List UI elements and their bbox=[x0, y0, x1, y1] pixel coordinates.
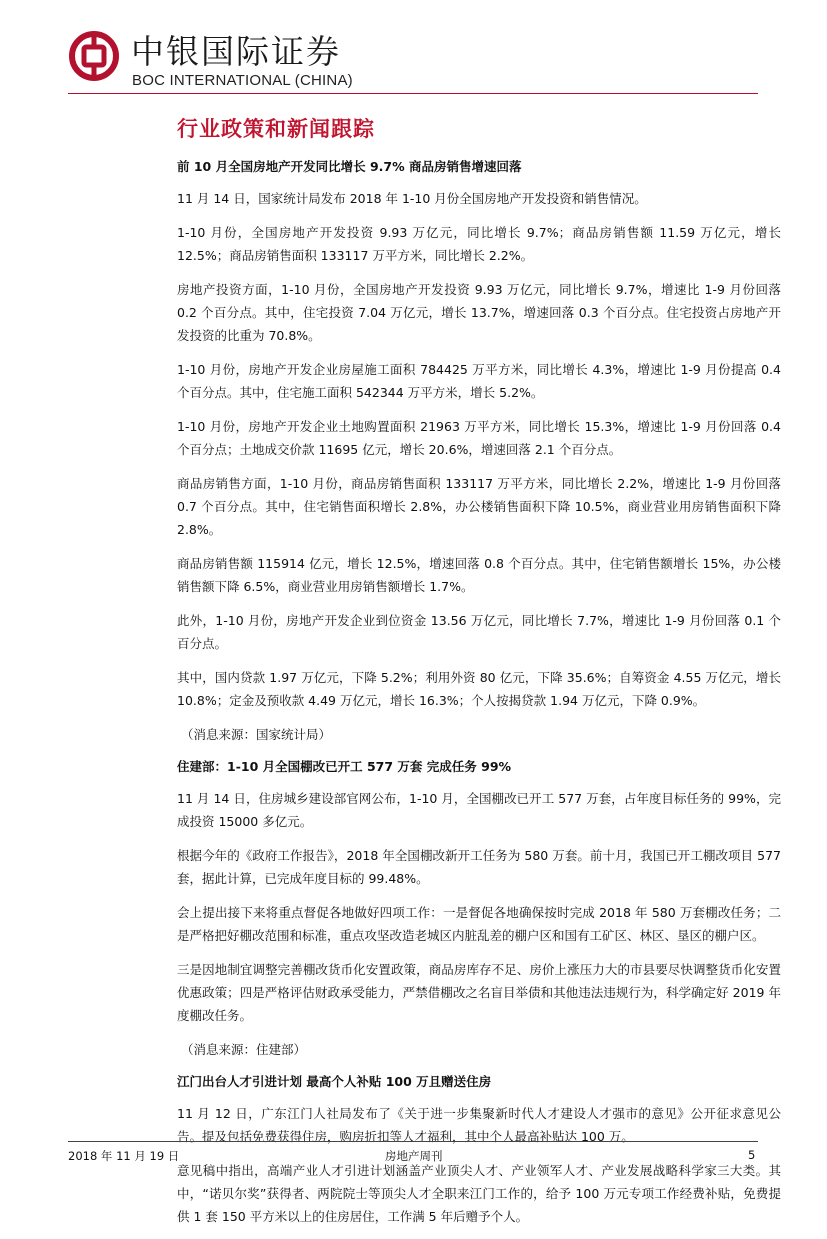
article-paragraph: 11 月 14 日，住房城乡建设部官网公布，1-10 月，全国棚改已开工 577 万套，占年度目标任务的 99%，完成投资 15000 多亿元。 bbox=[177, 791, 781, 829]
brand-name-cn: 中银国际证券 bbox=[131, 32, 341, 71]
section-title: 行业政策和新闻跟踪 bbox=[177, 117, 375, 141]
article-headline: 江门出台人才引进计划 最高个人补贴 100 万且赠送住房 bbox=[177, 1074, 492, 1089]
article-paragraph: 根据今年的《政府工作报告》，2018 年全国棚改新开工任务为 580 万套。前十月，我国已开工棚改项目 577 套，据此计算，已完成年度目标的 99.48%。 bbox=[177, 848, 781, 886]
article-paragraph: 此外，1-10 月份，房地产开发企业到位资金 13.56 万亿元，同比增长 7.7%，增速比 1-9 月份回落 0.1 个百分点。 bbox=[177, 613, 781, 651]
article-paragraph: 房地产投资方面，1-10 月份，全国房地产开发投资 9.93 万亿元，同比增长 9.7%，增速比 1-9 月份回落 0.2 个百分点。其中，住宅投资 7.04 万亿元，增长 13.7%，增速回落 0.3 个百分点。住宅投资占房地产开发投资的比重为 70.8%。 bbox=[177, 282, 781, 343]
footer-date: 2018 年 11 月 19 日 bbox=[68, 1149, 180, 1163]
news-content bbox=[177, 157, 781, 1239]
article-source: （消息来源：国家统计局） bbox=[181, 727, 332, 742]
article-paragraph: 1-10 月份，房地产开发企业房屋施工面积 784425 万平方米，同比增长 4.3%，增速比 1-9 月份提高 0.4 个百分点。其中，住宅施工面积 542344 万平方米，增长 5.2%。 bbox=[177, 362, 781, 400]
brand-name-en: BOC INTERNATIONAL (CHINA) bbox=[132, 72, 353, 89]
page-number: 5 bbox=[748, 1148, 756, 1162]
article-paragraph: 意见稿中指出，高端产业人才引进计划涵盖产业顶尖人才、产业领军人才、产业发展战略科学家三大类。其中，“诺贝尔奖”获得者、两院院士等顶尖人才全职来江门工作的，给予 100 万元专项工作经费补贴，免费提供 1 套 150 平方米以上的住房居住，工作满 5 年后赠予个人。 bbox=[177, 1163, 781, 1224]
article-paragraph: 11 月 12 日，广东江门人社局发布了《关于进一步集聚新时代人才建设人才强市的意见》公开征求意见公告。提及包括免费获得住房，购房折扣等人才福利，其中个人最高补贴达 100 万。 bbox=[177, 1106, 781, 1144]
article-headline: 前 10 月全国房地产开发同比增长 9.7% 商品房销售增速回落 bbox=[177, 159, 522, 174]
article-paragraph: 商品房销售额 115914 亿元，增长 12.5%，增速回落 0.8 个百分点。其中，住宅销售额增长 15%，办公楼销售额下降 6.5%，商业营业用房销售额增长 1.7%。 bbox=[177, 556, 781, 594]
article-source: （消息来源：住建部） bbox=[181, 1042, 307, 1057]
article-paragraph: 其中，国内贷款 1.97 万亿元，下降 5.2%；利用外资 80 亿元，下降 35.6%；自筹资金 4.55 万亿元，增长 10.8%；定金及预收款 4.49 万亿元，增长 16.3%；个人按揭贷款 1.94 万亿元，下降 0.9%。 bbox=[177, 670, 781, 708]
article-paragraph: 三是因地制宜调整完善棚改货币化安置政策，商品房库存不足、房价上涨压力大的市县要尽快调整货币化安置优惠政策；四是严格评估财政承受能力，严禁借棚改之名盲目举债和其他违法违规行为，科学确定好 2019 年度棚改任务。 bbox=[177, 962, 781, 1023]
header-divider bbox=[68, 93, 758, 94]
footer-publication-title: 房地产周刊 bbox=[385, 1149, 443, 1163]
article-paragraph: 商品房销售方面，1-10 月份，商品房销售面积 133117 万平方米，同比增长 2.2%，增速比 1-9 月份回落 0.7 个百分点。其中，住宅销售面积增长 2.8%，办公楼销售面积下降 10.5%，商业营业用房销售面积下降 2.8%。 bbox=[177, 476, 781, 537]
header bbox=[68, 30, 758, 92]
boc-logo-icon bbox=[68, 30, 120, 82]
article-headline: 住建部：1-10 月全国棚改已开工 577 万套 完成任务 99% bbox=[177, 759, 512, 774]
article-paragraph: 1-10 月份，全国房地产开发投资 9.93 万亿元，同比增长 9.7%；商品房销售额 11.59 万亿元，增长 12.5%；商品房销售面积 133117 万平方米，同比增长 2.2%。 bbox=[177, 225, 781, 263]
footer-divider bbox=[68, 1141, 758, 1142]
article-paragraph: 会上提出接下来将重点督促各地做好四项工作：一是督促各地确保按时完成 2018 年 580 万套棚改任务；二是严格把好棚改范围和标准，重点攻坚改造老城区内脏乱差的棚户区和国有工矿区、林区、垦区的棚户区。 bbox=[177, 905, 781, 943]
article-paragraph: 1-10 月份，房地产开发企业土地购置面积 21963 万平方米，同比增长 15.3%，增速比 1-9 月份回落 0.4 个百分点；土地成交价款 11695 亿元，增长 20.6%，增速回落 2.1 个百分点。 bbox=[177, 419, 781, 457]
article-paragraph: 11 月 14 日，国家统计局发布 2018 年 1-10 月份全国房地产开发投资和销售情况。 bbox=[177, 191, 647, 206]
